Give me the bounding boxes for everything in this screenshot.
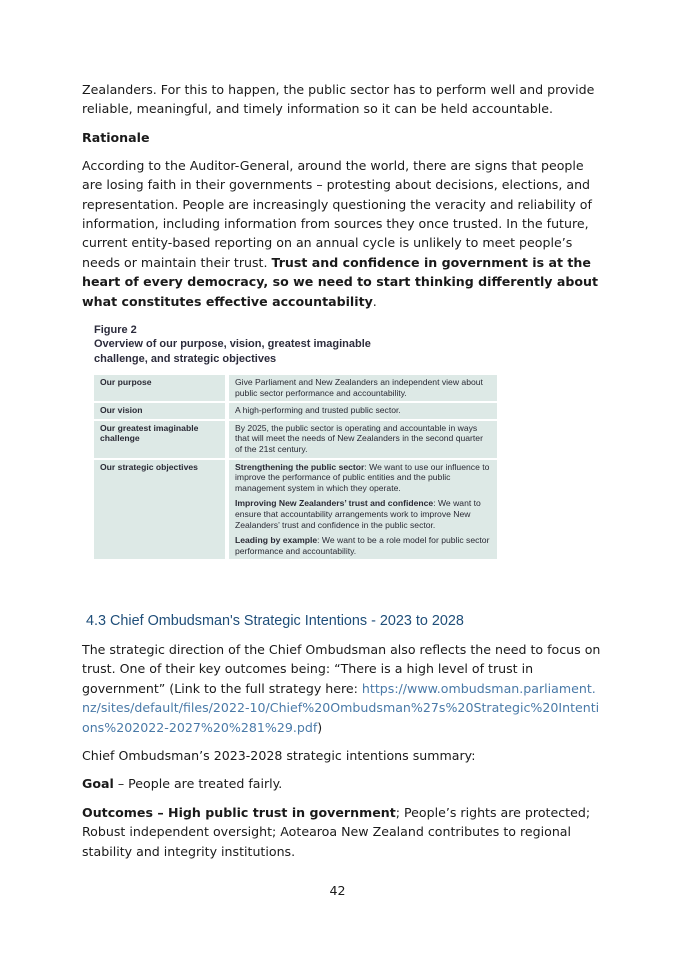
row-key: Our vision (94, 403, 229, 421)
row-key: Our strategic objectives (94, 460, 229, 562)
figure-label: Figure 2 (94, 324, 137, 336)
objective-text: : We want to use our influence to improve the performance of public entities and the public management system in which they operate. (235, 461, 490, 493)
objective-title: Improving New Zealanders’ trust and confidence (235, 498, 434, 509)
row-key: Our greatest imaginable challenge (94, 421, 229, 460)
rationale-text: According to the Auditor-General, around the world, there are signs that people are losing faith in their governments – protesting about decisions, elections, and representation. People are increasingly questioning the veracity and reliability of information, including information from sources they once trusted. In the future, current entity-based reporting on an annual cycle is unlikely to meet people’s needs or maintain their trust. (82, 157, 592, 270)
goal-label: Goal (82, 776, 114, 792)
figure-title: Overview of our purpose, vision, greatest imaginable challenge, and strategic objectives (94, 338, 371, 365)
intro-paragraph: Zealanders. For this to happen, the public sector has to perform well and provide reliable, meaningful, and timely information so it can be held accountable. (82, 82, 595, 117)
row-value: By 2025, the public sector is operating and accountable in ways that will meet the needs of New Zealanders in the second quarter of the 21st century. (229, 421, 497, 460)
rationale-heading: Rationale (82, 129, 150, 145)
objective-item (235, 535, 492, 556)
table-row (94, 403, 497, 421)
outcomes-paragraph (82, 803, 602, 861)
ombudsman-end: ) (317, 719, 323, 735)
row-value: A high-performing and trusted public sector. (229, 403, 497, 421)
objective-item (235, 462, 492, 494)
objective-title: Leading by example (235, 535, 318, 546)
table-row (94, 460, 497, 562)
objective-text: : We want to ensure that accountability arrangements work to improve New Zealanders’ trust and confidence in the public sector. (235, 498, 481, 530)
page-number: 42 (329, 883, 346, 898)
section-heading: 4.3 Chief Ombudsman's Strategic Intentions - 2023 to 2028 (86, 613, 464, 629)
objective-text: : We want to be a role model for public sector performance and accountability. (235, 535, 490, 556)
objective-item (235, 498, 492, 530)
strategy-link[interactable]: https://www.ombudsman.parliament.nz/sites/default/files/2022-10/Chief%20Ombudsman%27s%20Strategic%20Intentions%202022-2027%20%281%29.pdf (82, 680, 600, 735)
goal-paragraph (82, 774, 602, 793)
objective-title: Strengthening the public sector (235, 461, 365, 472)
row-key: Our purpose (94, 375, 229, 403)
row-value (229, 460, 497, 562)
ombudsman-paragraph (82, 640, 602, 737)
row-value: Give Parliament and New Zealanders an independent view about public sector performance and accountability. (229, 375, 497, 403)
figure-2 (94, 323, 497, 561)
rationale-end: . (372, 293, 377, 309)
summary-paragraph: Chief Ombudsman’s 2023-2028 strategic intentions summary: (82, 748, 476, 764)
rationale-bold-text: Trust and confidence in government is at the heart of every democracy, so we need to start thinking differently about what constitutes effective accountability (82, 254, 599, 309)
table-row (94, 421, 497, 460)
ombudsman-section (82, 640, 602, 861)
goal-text: – People are treated fairly. (113, 776, 283, 792)
ombudsman-text: The strategic direction of the Chief Ombudsman also reflects the need to focus on trust. One of their key outcomes being: “There is a high level of trust in government” (Link to the full strategy here: (82, 642, 601, 696)
outcomes-text: ; People’s rights are protected; Robust independent oversight; Aotearoa New Zealand contributes to regional stability and integrity institutions. (82, 804, 591, 859)
table-row (94, 375, 497, 403)
figure-table (94, 375, 497, 561)
document-body (82, 80, 602, 311)
outcomes-label: Outcomes – High public trust in government (82, 804, 396, 820)
rationale-paragraph (82, 156, 602, 311)
